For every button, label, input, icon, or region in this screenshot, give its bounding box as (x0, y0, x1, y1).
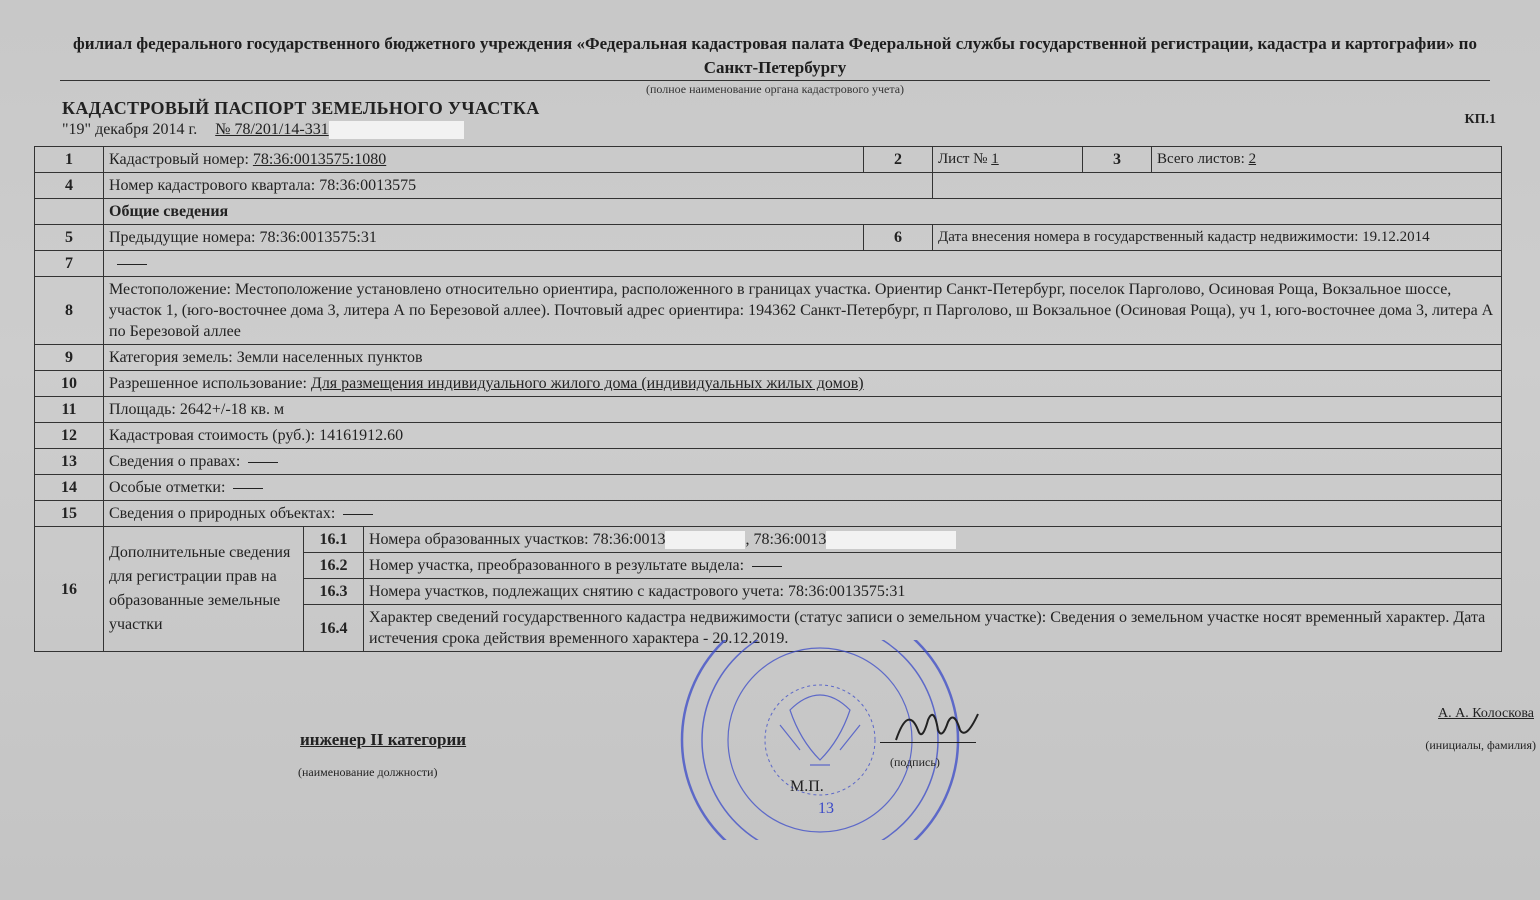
empty-dash (233, 488, 263, 489)
additional-info-label: Дополнительные сведения для регистрации прав на образованные земельные участки (104, 527, 304, 652)
row-number: 12 (35, 423, 104, 449)
table-row (35, 199, 1502, 225)
row-number: 1 (35, 147, 104, 173)
registration-date-cell (933, 225, 1502, 251)
stamp-place-label: М.П. (790, 778, 824, 795)
sheet-label: Лист № (938, 151, 988, 167)
previous-numbers-value: 78:36:0013575:31 (259, 229, 377, 246)
permitted-use-cell (104, 371, 1502, 397)
removed-plots-value: 78:36:0013575:31 (788, 583, 906, 600)
row-number: 13 (35, 449, 104, 475)
table-row (35, 345, 1502, 371)
quarter-number-value: 78:36:0013575 (319, 177, 417, 194)
stamp-number: 13 (818, 800, 834, 817)
row-number: 11 (35, 397, 104, 423)
table-row (35, 147, 1502, 173)
sub-row-number: 16.4 (304, 605, 364, 652)
previous-numbers-cell (104, 225, 864, 251)
redaction (665, 531, 745, 549)
formed-plots-cell (364, 527, 1502, 553)
signature-caption: (подпись) (890, 755, 940, 769)
handwritten-signature (888, 700, 988, 748)
removed-plots-cell (364, 579, 1502, 605)
signature-line (880, 742, 976, 743)
sub-row-number: 16.1 (304, 527, 364, 553)
document-title: КАДАСТРОВЫЙ ПАСПОРТ ЗЕМЕЛЬНОГО УЧАСТКА (62, 98, 540, 118)
sub-row-number: 16.2 (304, 553, 364, 579)
rights-label: Сведения о правах: (109, 453, 241, 470)
cadastral-value-cell: Кадастровая стоимость (руб.): 14161912.60 (104, 423, 1502, 449)
sheet-cell (933, 147, 1083, 173)
quarter-number-cell (104, 173, 933, 199)
row-number: 6 (864, 225, 933, 251)
table-row (35, 173, 1502, 199)
document-number: № 78/201/14-331 (215, 121, 329, 138)
formed-plots-value-2: , 78:36:0013 (745, 531, 827, 548)
row-number: 7 (35, 251, 104, 277)
sub-row-number: 16.3 (304, 579, 364, 605)
total-sheets-cell (1152, 147, 1502, 173)
row-number: 2 (864, 147, 933, 173)
empty-cell (933, 173, 1502, 199)
cadastral-number-label: Кадастровый номер: (109, 151, 249, 168)
special-marks-label: Особые отметки: (109, 479, 226, 496)
position-title: инженер II категории (300, 730, 467, 749)
area-cell: Площадь: 2642+/-18 кв. м (104, 397, 1502, 423)
location-cell: Местоположение: Местоположение установлено относительно ориентира, расположенного в границах участка. Ориентир Санкт-Петербург, поселок Парголово, Осиновая Роща, Вокзальное шоссе, участок 1, (юго-восточнее дома 3, литера А по Березовой аллее). Почтовый адрес ориентира: 194362 Санкт-Петербург, п Парголово, ш Вокзальное (Осиновая Роща), уч 1, юго-восточнее дома 3, литера А по Березовой аллее (104, 277, 1502, 345)
cadastral-number-cell (104, 147, 864, 173)
document-date: "19" декабря 2014 г. (62, 121, 198, 138)
row-number: 8 (35, 277, 104, 345)
formed-plots-value-1: 78:36:0013 (592, 531, 666, 548)
redaction (329, 121, 464, 139)
previous-numbers-label: Предыдущие номера: (109, 229, 256, 246)
table-row (35, 475, 1502, 501)
row-number: 15 (35, 501, 104, 527)
date-line (62, 121, 464, 139)
row-number: 3 (1083, 147, 1152, 173)
permitted-use-label: Разрешенное использование: (109, 375, 307, 392)
table-row (35, 501, 1502, 527)
table-row (35, 527, 1502, 553)
empty-value-cell (104, 251, 1502, 277)
natural-objects-cell (104, 501, 1502, 527)
empty-dash (752, 566, 782, 567)
empty-dash (117, 264, 147, 265)
removed-plots-label: Номера участков, подлежащих снятию с кадастрового учета: (369, 583, 784, 600)
signer-name-caption: (инициалы, фамилия) (1425, 738, 1536, 752)
organization-caption: (полное наименование органа кадастрового учета) (645, 82, 905, 96)
formed-plots-label: Номера образованных участков: (369, 531, 589, 548)
row-number: 5 (35, 225, 104, 251)
table-row (35, 397, 1502, 423)
sheet-value: 1 (991, 151, 999, 167)
table-row (35, 277, 1502, 345)
organization-underline (60, 80, 1490, 81)
rights-cell (104, 449, 1502, 475)
form-code: КП.1 (1464, 112, 1496, 127)
empty-dash (343, 514, 373, 515)
signer-name: А. А. Колоскова (1438, 706, 1534, 721)
special-marks-cell (104, 475, 1502, 501)
cadastral-table (34, 146, 1502, 652)
row-number: 4 (35, 173, 104, 199)
row-number: 10 (35, 371, 104, 397)
empty-dash (248, 462, 278, 463)
position-caption: (наименование должности) (298, 765, 438, 779)
transformed-plot-cell (364, 553, 1502, 579)
redaction (826, 531, 956, 549)
table-row (35, 225, 1502, 251)
row-number: 14 (35, 475, 104, 501)
permitted-use-value: Для размещения индивидуального жилого дома (индивидуальных жилых домов) (310, 375, 864, 392)
transformed-plot-label: Номер участка, преобразованного в результате выдела: (369, 557, 745, 574)
row-number: 16 (35, 527, 104, 652)
table-row (35, 371, 1502, 397)
row-number: 9 (35, 345, 104, 371)
general-info-heading: Общие сведения (104, 199, 1502, 225)
table-row (35, 251, 1502, 277)
quarter-number-label: Номер кадастрового квартала: (109, 177, 316, 194)
table-row (35, 423, 1502, 449)
record-status-cell: Характер сведений государственного кадастра недвижимости (статус записи о земельном участке): Сведения о земельном участке носят временный характер. Дата истечения срока действия временного характера - 20.12.2019. (364, 605, 1502, 652)
cadastral-number-value: 78:36:0013575:1080 (252, 151, 387, 168)
row-number (35, 199, 104, 225)
total-sheets-value: 2 (1248, 151, 1257, 167)
table-row (35, 449, 1502, 475)
natural-objects-label: Сведения о природных объектах: (109, 505, 336, 522)
organization-name: филиал федерального государственного бюджетного учреждения «Федеральная кадастровая палата Федеральной службы государственной регистрации, кадастра и картографии» по Санкт-Петербургу (73, 34, 1477, 77)
registration-date-label: Дата внесения номера в государственный кадастр недвижимости: (938, 229, 1359, 245)
land-category-cell: Категория земель: Земли населенных пунктов (104, 345, 1502, 371)
total-sheets-label: Всего листов: (1157, 151, 1245, 167)
registration-date-value: 19.12.2014 (1362, 229, 1430, 245)
